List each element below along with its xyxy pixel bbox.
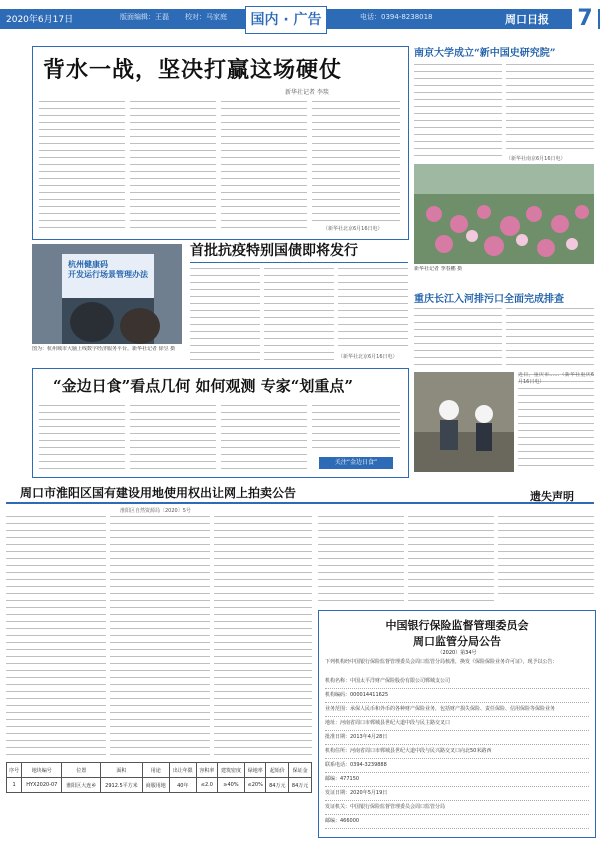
- bonds-column-3: [338, 266, 408, 352]
- bonds-column-2: [264, 266, 334, 360]
- lead-column-1: [39, 99, 125, 231]
- bonds-column-1: [190, 266, 260, 360]
- cbirc-rows: [325, 675, 589, 829]
- table-header-cell: 面积: [101, 763, 143, 778]
- flower-caption: 新华社记者 季春鹏 摄: [414, 266, 463, 272]
- cbirc-row: 发证机关：中国银行保险监督管理委员会周口监管分局: [325, 801, 589, 815]
- cbirc-row: 批准日期：2013年4月28日: [325, 731, 589, 745]
- auction-rule: [6, 502, 594, 504]
- eclipse-title: “金边日食”看点几何 如何观测 专家“划重点”: [53, 377, 353, 395]
- table-cell: 淮阳区大连乡: [62, 778, 101, 793]
- table-header-cell: 出让年限: [169, 763, 196, 778]
- eclipse-column-2: [130, 403, 216, 471]
- table-header-cell: 容积率: [196, 763, 217, 778]
- lead-column-3: [221, 99, 307, 231]
- table-cell: ≤2.0: [196, 778, 217, 793]
- workers-photo: [414, 372, 514, 472]
- contact-info: 电话：0394-8238018: [360, 13, 433, 21]
- cbirc-row: 地址：河南省周口市郸城县世纪大道中段与民主路交叉口: [325, 717, 589, 731]
- cbirc-intro: 下列机构经中国银行保险监督管理委员会周口监管分局核准，换发《保险保险业务许可证》，现予以公告：: [325, 659, 558, 665]
- table-header-cell: 起始价: [266, 763, 289, 778]
- lost-notices-column-3: [498, 514, 594, 598]
- table-cell: 84万元: [289, 778, 312, 793]
- auction-table: [6, 762, 312, 793]
- workers-caption-text: 近日，重庆市……（新华社重庆6月16日电）: [518, 372, 594, 472]
- city-brain-illustration: [32, 244, 182, 344]
- auction-title: 周口市淮阳区国有建设用地使用权出让网上拍卖公告: [20, 486, 297, 500]
- table-header-cell: 位置: [62, 763, 101, 778]
- chongqing-column-1: [414, 306, 502, 368]
- table-cell: 商服用地: [142, 778, 169, 793]
- lead-title: 背水一战，坚决打赢这场硬仗: [43, 57, 343, 83]
- proof-info: 校对：马家庭: [185, 13, 227, 21]
- page-number: 7: [572, 4, 598, 34]
- eclipse-column-3: [221, 403, 307, 471]
- cbirc-row: 邮编：466000: [325, 815, 589, 829]
- lost-notice-title: 遗失声明: [530, 490, 574, 503]
- eclipse-column-4: [312, 403, 400, 453]
- table-cell: ≥40%: [217, 778, 244, 793]
- editor-info: 版面编辑：王磊: [120, 13, 169, 21]
- eclipse-article: [32, 368, 409, 478]
- lost-notices-column-2: [408, 514, 494, 606]
- page-header: [0, 0, 600, 38]
- lead-column-4: [312, 99, 400, 223]
- table-header-cell: 建筑密度: [217, 763, 244, 778]
- section-category: 国内 · 广告: [245, 6, 327, 34]
- auction-column-2: [110, 514, 210, 758]
- table-header-cell: 用途: [142, 763, 169, 778]
- cbirc-row: 机构住所：河南省周口市郸城县世纪大道中段与民兴路交叉口向北50米路西: [325, 745, 589, 759]
- city-brain-photo: [32, 244, 182, 344]
- auction-column-1: [6, 514, 106, 758]
- city-brain-caption: 图为：杭州城市大脑上线数字经济服务平台。新华社记者 徐昱 摄: [32, 346, 176, 352]
- lead-dateline: （新华社北京6月16日电）: [323, 226, 383, 232]
- flower-photo: [414, 164, 594, 264]
- lost-notices-column-1: [318, 514, 404, 606]
- auction-table-header: [7, 763, 312, 778]
- nanjing-title: 南京大学成立“新中国史研究院”: [414, 48, 556, 59]
- lead-byline: 新华社记者 李琰: [285, 89, 329, 96]
- table-header-cell: 序号: [7, 763, 22, 778]
- table-cell: 40年: [169, 778, 196, 793]
- cbirc-row: 邮编：477150: [325, 773, 589, 787]
- eclipse-column-1: [39, 403, 125, 471]
- cbirc-number: （2020）第34号: [437, 650, 477, 656]
- table-header-cell: 保证金: [289, 763, 312, 778]
- table-row: [7, 778, 312, 793]
- chongqing-title: 重庆长江入河排污口全面完成排查: [414, 294, 564, 305]
- lead-column-2: [130, 99, 216, 231]
- screen-text: 杭州健康码 开发运行场景管理办法: [68, 260, 148, 279]
- bonds-dateline: （新华社北京6月16日电）: [338, 354, 398, 360]
- nanjing-dateline: （新华社南京6月16日电）: [506, 156, 566, 162]
- table-cell: 84万元: [266, 778, 289, 793]
- table-header-cell: 绿地率: [244, 763, 265, 778]
- bonds-rule: [190, 262, 408, 263]
- flower-field-illustration: [414, 164, 594, 264]
- cbirc-row: 发证日期：2020年5月19日: [325, 787, 589, 801]
- table-header-cell: 地块编号: [22, 763, 62, 778]
- auction-subtitle: 淮阳区自然资源局〔2020〕5号: [120, 508, 191, 514]
- cbirc-row: 机构编码：000014411625: [325, 689, 589, 703]
- nanjing-column-2: [506, 62, 594, 154]
- auction-column-3: [214, 514, 312, 758]
- lead-article: [32, 46, 409, 240]
- table-cell: HYX2020-07: [22, 778, 62, 793]
- bonds-title: 首批抗疫特别国债即将发行: [190, 243, 358, 259]
- table-cell: 1: [7, 778, 22, 793]
- cbirc-title-1: 中国银行保险监督管理委员会: [385, 619, 529, 632]
- eclipse-tag: 关注“金边日食”: [319, 457, 393, 469]
- table-cell: 2912.5平方米: [101, 778, 143, 793]
- nanjing-column-1: [414, 62, 502, 162]
- cbirc-notice: [318, 610, 596, 838]
- cbirc-row: 业务范围：承保人民币和外币的各种财产保险业务，包括财产损失保险、责任保险、信用保险等保险业务: [325, 703, 589, 717]
- cbirc-title-2: 周口监管分局公告: [413, 635, 501, 648]
- cbirc-row: 联系电话：0394-3239888: [325, 759, 589, 773]
- issue-date: 2020年6月17日: [6, 15, 74, 25]
- cbirc-row: 机构名称：中国太平洋财产保险股份有限公司郸城支公司: [325, 675, 589, 689]
- paper-name: 周口日报: [505, 13, 549, 26]
- table-cell: ≤20%: [244, 778, 265, 793]
- chongqing-column-2: [506, 306, 594, 368]
- workers-illustration: [414, 372, 514, 472]
